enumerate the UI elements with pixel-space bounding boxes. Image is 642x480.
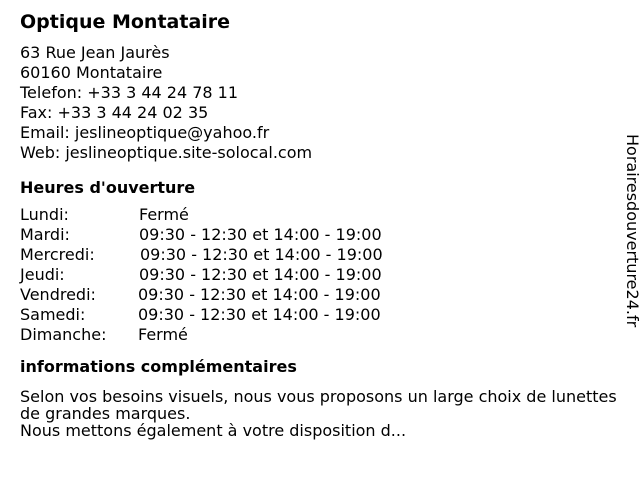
hours-row-monday: [20, 205, 625, 225]
info-paragraph: Selon vos besoins visuels, nous vous proposons un large choix de lunettes de grandes marques.: [20, 387, 617, 423]
day-hours: Fermé: [138, 325, 188, 344]
day-hours: 09:30 - 12:30 et 14:00 - 19:00: [140, 245, 383, 264]
street-address: 63 Rue Jean Jaurès: [20, 43, 170, 62]
day-hours: 09:30 - 12:30 et 14:00 - 19:00: [138, 305, 381, 324]
day-hours: 09:30 - 12:30 et 14:00 - 19:00: [138, 285, 381, 304]
email-address: Email: jeslineoptique@yahoo.fr: [20, 123, 270, 142]
website-address: Web: jeslineoptique.site-solocal.com: [20, 143, 313, 162]
hours-row-saturday: [20, 305, 625, 325]
day-label: Jeudi:: [20, 265, 65, 284]
day-label: Vendredi:: [20, 285, 96, 304]
fax-number: Fax: +33 3 44 24 02 35: [20, 103, 209, 122]
address-block: [20, 43, 625, 163]
day-label: Mardi:: [20, 225, 70, 244]
city-postcode: 60160 Montataire: [20, 63, 163, 82]
hours-row-thursday: [20, 265, 625, 285]
opening-hours-table: [20, 205, 625, 345]
opening-hours-title: Heures d'ouverture: [20, 178, 196, 197]
day-hours: 09:30 - 12:30 et 14:00 - 19:00: [139, 265, 382, 284]
store-info-card: [20, 10, 625, 439]
hours-row-tuesday: [20, 225, 625, 245]
site-watermark: Horairesdouverture24.fr: [623, 134, 642, 328]
hours-row-friday: [20, 285, 625, 305]
day-label: Lundi:: [20, 205, 69, 224]
day-label: Dimanche:: [20, 325, 107, 344]
hours-row-wednesday: [20, 245, 625, 265]
day-label: Samedi:: [20, 305, 86, 324]
store-name: Optique Montataire: [20, 11, 231, 33]
day-hours: Fermé: [139, 205, 189, 224]
additional-info-title: informations complémentaires: [20, 357, 297, 376]
day-hours: 09:30 - 12:30 et 14:00 - 19:00: [139, 225, 382, 244]
additional-info-text: [20, 388, 625, 439]
day-label: Mercredi:: [20, 245, 95, 264]
hours-row-sunday: [20, 325, 625, 345]
phone-number: Telefon: +33 3 44 24 78 11: [20, 83, 239, 102]
info-paragraph: Nous mettons également à votre disposition d...: [20, 421, 407, 440]
